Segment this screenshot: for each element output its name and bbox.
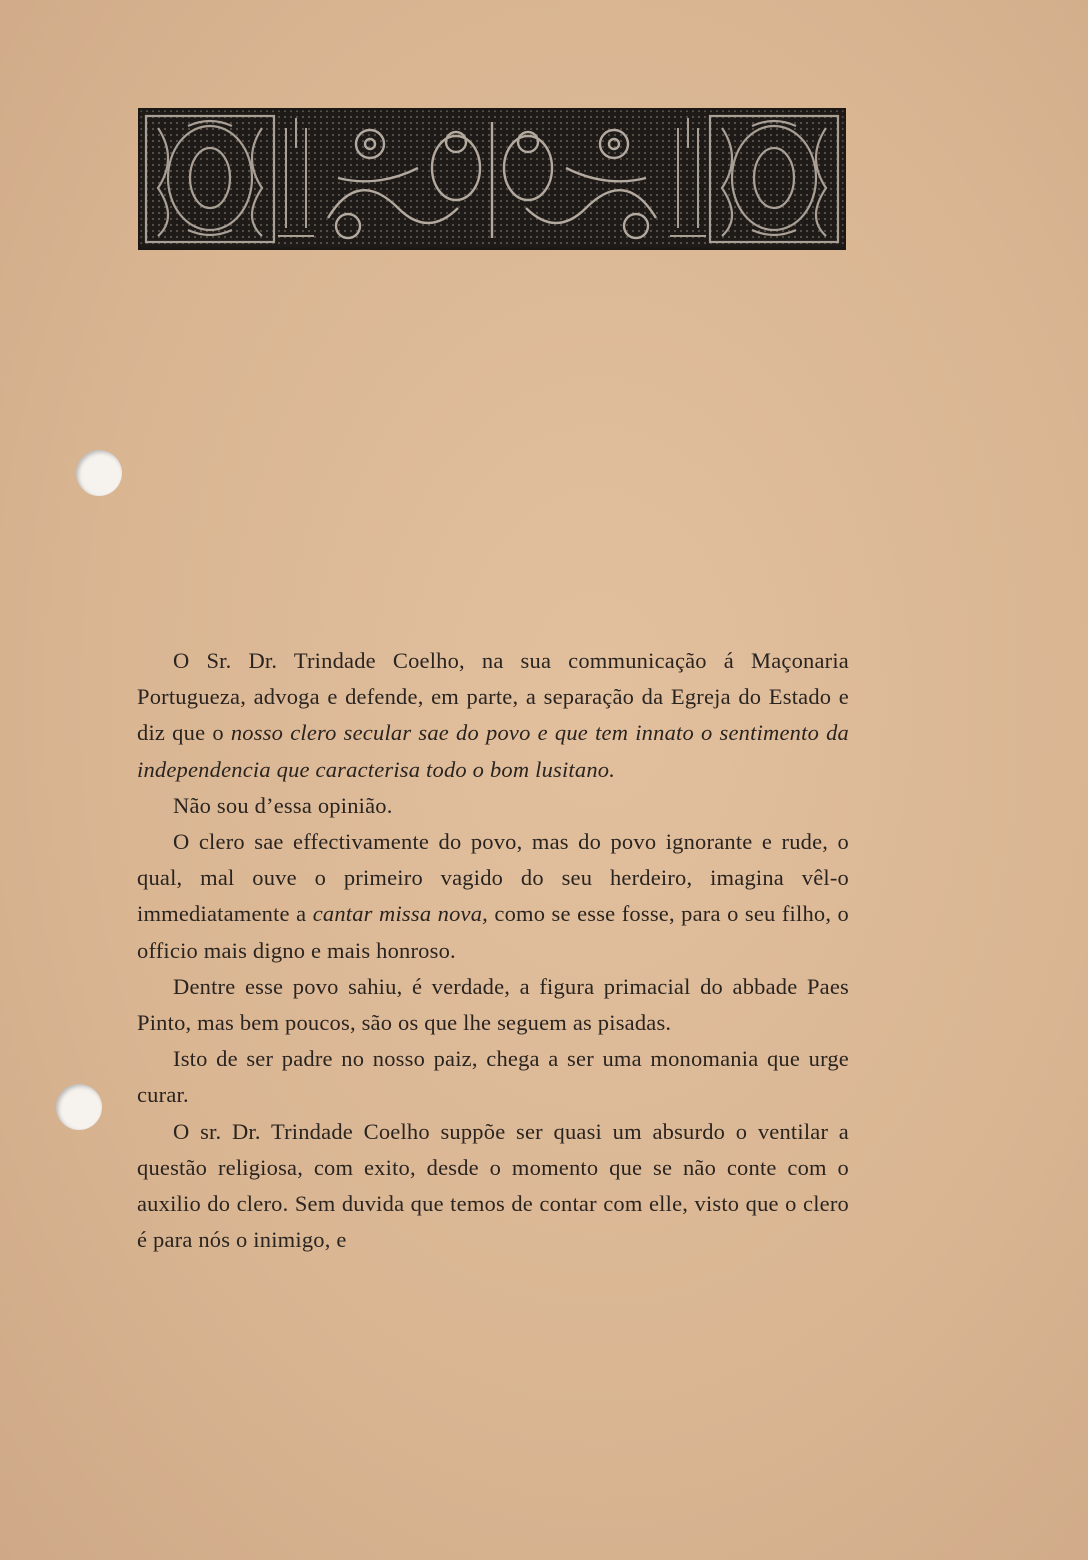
text-run: Dentre esse povo sahiu, é verdade, a figura primacial do abbade Paes Pinto, mas bem poucos, são os que lhe seguem as pisadas.: [137, 973, 849, 1036]
italic-quote: nosso clero secular sae do povo e que tem innato o sentimento da independencia que caracterisa todo o bom lusitano.: [137, 720, 849, 782]
paragraph: [137, 1114, 849, 1259]
text-run: como se esse fosse, para o seu filho, o officio mais digno e mais honroso.: [137, 901, 850, 963]
paragraph: [137, 1041, 849, 1113]
text-run: O clero sae effectivamente do povo, mas do povo ignorante e rude, o qual, mal ouve o primeiro vagido do seu herdeiro, imagina vêl-o immediatamente a: [137, 829, 849, 927]
paragraph: [137, 824, 849, 969]
text-run: O sr. Dr. Trindade Coelho suppõe ser quasi um absurdo o ventilar a questão religiosa, com exito, desde o momento que se não conte com o auxilio do clero. Sem duvida que temos de contar com elle, visto que o clero é para nós o inimigo, e: [137, 1118, 849, 1253]
text-run: Isto de ser padre no nosso paiz, chega a ser uma monomania que urge curar.: [137, 1046, 849, 1108]
binder-punch-hole: [76, 450, 122, 496]
paragraph: [137, 969, 849, 1041]
binder-punch-hole: [56, 1084, 102, 1130]
paragraph: [137, 788, 849, 824]
text-run: Não sou d’essa opinião.: [173, 792, 393, 818]
decorative-headpiece-ornament: [138, 108, 846, 250]
paragraph: [137, 643, 849, 788]
text-run: O Sr. Dr. Trindade Coelho, na sua communicação á Maçonaria Portugueza, advoga e defende, em parte, a separação da Egreja do Estado e diz que o: [137, 648, 849, 746]
body-text: [137, 643, 849, 1258]
italic-phrase: cantar missa nova,: [312, 901, 489, 927]
